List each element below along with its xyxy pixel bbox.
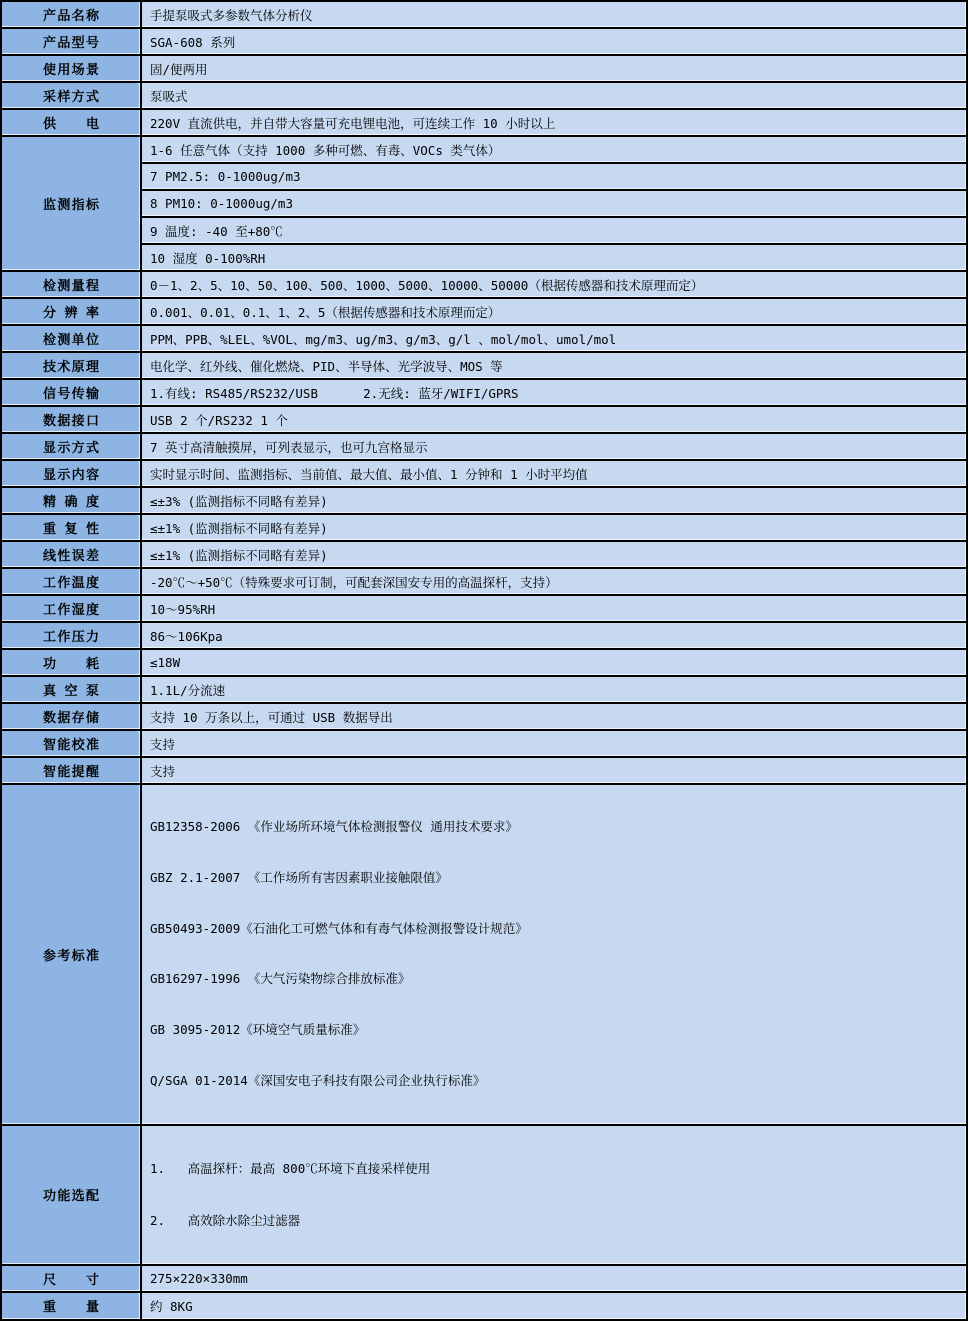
- table-row: [1, 136, 967, 163]
- spec-value-repeatability: ≤±1% (监测指标不同略有差异): [141, 514, 967, 541]
- spec-label-monitor-targets: 监测指标: [1, 136, 141, 271]
- table-row: [1, 487, 967, 514]
- spec-label-dimensions: 尺寸: [1, 1265, 141, 1292]
- table-row: [1, 379, 967, 406]
- table-row: [1, 55, 967, 82]
- spec-label-sampling-method: 采样方式: [1, 82, 141, 109]
- spec-value-data-interface: USB 2 个/RS232 1 个: [141, 406, 967, 433]
- reference-standard-line: GB12358-2006 《作业场所环境气体检测报警仪 通用技术要求》: [150, 819, 518, 834]
- spec-value-working-humidity: 10～95%RH: [141, 595, 967, 622]
- spec-value-monitor-item-4: 10 湿度 0-100%RH: [141, 244, 967, 271]
- spec-label-technical-principle: 技术原理: [1, 352, 141, 379]
- spec-label-signal-transmission: 信号传输: [1, 379, 141, 406]
- spec-label-resolution: 分辨率: [1, 298, 141, 325]
- spec-label-reference-standards: 参考标准: [1, 784, 141, 1125]
- table-row: [1, 1292, 967, 1320]
- spec-label-product-model: 产品型号: [1, 28, 141, 55]
- spec-value-usage-scene: 固/便两用: [141, 55, 967, 82]
- spec-value-smart-reminder: 支持: [141, 757, 967, 784]
- reference-standard-line: GBZ 2.1-2007 《工作场所有害因素职业接触限值》: [150, 869, 448, 885]
- spec-label-optional-features: 功能选配: [1, 1125, 141, 1265]
- spec-label-product-name: 产品名称: [1, 1, 141, 28]
- spec-value-detection-range: 0－1、2、5、10、50、100、500、1000、5000、10000、50000（根据传感器和技术原理而定）: [141, 271, 967, 298]
- spec-value-product-model: SGA-608 系列: [141, 28, 967, 55]
- table-row: [1, 514, 967, 541]
- spec-label-usage-scene: 使用场景: [1, 55, 141, 82]
- table-row: [1, 190, 967, 217]
- table-row: [1, 703, 967, 730]
- table-row: [1, 730, 967, 757]
- spec-label-smart-reminder: 智能提醒: [1, 757, 141, 784]
- spec-label-power-consumption: 功耗: [1, 649, 141, 676]
- spec-value-monitor-item-1: 7 PM2.5: 0-1000ug/m3: [141, 163, 967, 190]
- table-row: [1, 622, 967, 649]
- table-row: [1, 568, 967, 595]
- spec-label-working-humidity: 工作湿度: [1, 595, 141, 622]
- spec-value-power-consumption: ≤18W: [141, 649, 967, 676]
- spec-label-power-supply: 供电: [1, 109, 141, 136]
- spec-value-working-temperature: -20℃～+50℃（特殊要求可订制，可配套深国安专用的高温探杆，支持）: [141, 568, 967, 595]
- spec-value-optional-features: [141, 1125, 967, 1265]
- table-row: [1, 541, 967, 568]
- spec-value-display-content: 实时显示时间、监测指标、当前值、最大值、最小值、1 分钟和 1 小时平均值: [141, 460, 967, 487]
- spec-value-power-supply: 220V 直流供电，并自带大容量可充电锂电池，可连续工作 10 小时以上: [141, 109, 967, 136]
- table-row: [1, 244, 967, 271]
- spec-value-detection-units: PPM、PPB、%LEL、%VOL、mg/m3、ug/m3、g/m3、g/l 、mol/mol、umol/mol: [141, 325, 967, 352]
- table-row: [1, 1125, 967, 1265]
- spec-label-data-interface: 数据接口: [1, 406, 141, 433]
- table-row: [1, 595, 967, 622]
- spec-value-vacuum-pump: 1.1L/分流速: [141, 676, 967, 703]
- spec-value-linearity-error: ≤±1% (监测指标不同略有差异): [141, 541, 967, 568]
- optional-feature-line: 1. 高温探杆：最高 800℃环境下直接采样使用: [150, 1160, 431, 1176]
- table-row: [1, 109, 967, 136]
- spec-label-smart-calibration: 智能校准: [1, 730, 141, 757]
- optional-feature-line: 2. 高效除水除尘过滤器: [150, 1212, 301, 1228]
- table-row: [1, 1, 967, 28]
- spec-value-weight: 约 8KG: [141, 1292, 967, 1320]
- table-row: [1, 163, 967, 190]
- spec-value-signal-transmission: 1.有线: RS485/RS232/USB 2.无线: 蓝牙/WIFI/GPRS: [141, 379, 967, 406]
- spec-value-product-name: 手提泵吸式多参数气体分析仪: [141, 1, 967, 28]
- table-row: [1, 460, 967, 487]
- table-row: [1, 676, 967, 703]
- table-row: [1, 82, 967, 109]
- reference-standard-line: GB50493-2009《石油化工可燃气体和有毒气体检测报警设计规范》: [150, 920, 528, 936]
- spec-value-technical-principle: 电化学、红外线、催化燃烧、PID、半导体、光学波导、MOS 等: [141, 352, 967, 379]
- reference-standard-line: GB 3095-2012《环境空气质量标准》: [150, 1022, 366, 1038]
- table-row: [1, 271, 967, 298]
- table-row: [1, 352, 967, 379]
- table-row: [1, 784, 967, 1125]
- spec-label-detection-units: 检测单位: [1, 325, 141, 352]
- spec-value-display-mode: 7 英寸高清触摸屏，可列表显示，也可九宫格显示: [141, 433, 967, 460]
- table-row: [1, 649, 967, 676]
- table-row: [1, 757, 967, 784]
- spec-label-working-temperature: 工作温度: [1, 568, 141, 595]
- table-row: [1, 1265, 967, 1292]
- spec-value-accuracy: ≤±3% (监测指标不同略有差异): [141, 487, 967, 514]
- spec-label-data-storage: 数据存储: [1, 703, 141, 730]
- spec-value-monitor-item-3: 9 温度: -40 至+80℃: [141, 217, 967, 244]
- spec-label-vacuum-pump: 真空泵: [1, 676, 141, 703]
- spec-label-detection-range: 检测量程: [1, 271, 141, 298]
- spec-label-display-mode: 显示方式: [1, 433, 141, 460]
- spec-value-smart-calibration: 支持: [141, 730, 967, 757]
- spec-value-sampling-method: 泵吸式: [141, 82, 967, 109]
- spec-label-linearity-error: 线性误差: [1, 541, 141, 568]
- spec-value-data-storage: 支持 10 万条以上，可通过 USB 数据导出: [141, 703, 967, 730]
- spec-label-display-content: 显示内容: [1, 460, 141, 487]
- spec-value-working-pressure: 86～106Kpa: [141, 622, 967, 649]
- table-row: [1, 217, 967, 244]
- spec-label-repeatability: 重复性: [1, 514, 141, 541]
- spec-value-monitor-item-0: 1-6 任意气体（支持 1000 多种可燃、有毒、VOCs 类气体）: [141, 136, 967, 163]
- spec-value-reference-standards: [141, 784, 967, 1125]
- reference-standard-line: Q/SGA 01-2014《深国安电子科技有限公司企业执行标准》: [150, 1072, 486, 1088]
- table-row: [1, 433, 967, 460]
- spec-value-monitor-item-2: 8 PM10: 0-1000ug/m3: [141, 190, 967, 217]
- spec-value-resolution: 0.001、0.01、0.1、1、2、5（根据传感器和技术原理而定）: [141, 298, 967, 325]
- reference-standard-line: GB16297-1996 《大气污染物综合排放标准》: [150, 971, 411, 987]
- spec-label-weight: 重量: [1, 1292, 141, 1320]
- table-row: [1, 298, 967, 325]
- table-row: [1, 28, 967, 55]
- spec-label-accuracy: 精确度: [1, 487, 141, 514]
- spec-label-working-pressure: 工作压力: [1, 622, 141, 649]
- table-row: [1, 325, 967, 352]
- spec-value-dimensions: 275×220×330mm: [141, 1265, 967, 1292]
- table-row: [1, 406, 967, 433]
